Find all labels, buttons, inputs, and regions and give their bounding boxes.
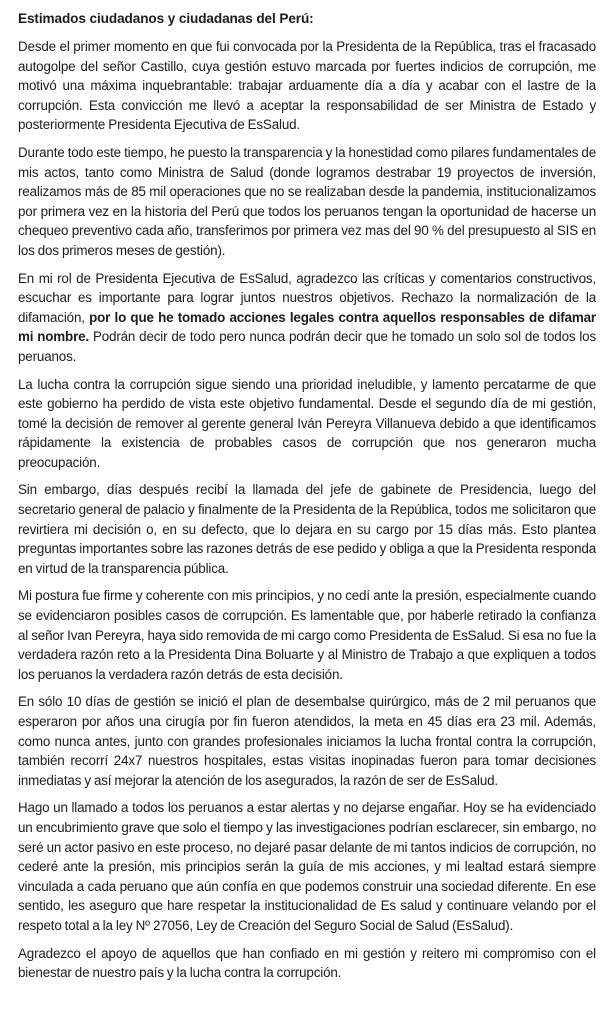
paragraph-6: Mi postura fue firme y coherente con mis principios, y no cedí ante la presión, especialmente cuando se evidenciaron posibles casos de corrupción. Es lamentable que, por haberle retirado la confianza al señor Ivan Pereyra, haya sido removida de mi cargo como Presidenta de EsSalud. Si esa no fue la verdadera razón reto a la Presidenta Dina Boluarte y al Ministro de Trabajo a que expliquen a todos los peruanos la verdadera razón detrás de esta decisión. bbox=[18, 588, 596, 682]
paragraph-9: Agradezco el apoyo de aquellos que han confiado en mi gestión y reitero mi compromiso con el bienestar de nuestro país y la lucha contra la corrupción. bbox=[18, 945, 596, 981]
paragraph-3-text-before: En mi rol de Presidenta Ejecutiva de EsSalud, agradezco las críticas y comentarios constructivos, escuchar es importante para lograr juntos nuestros objetivos. Rechazo la normalización de la difamación, bbox=[18, 270, 596, 325]
bold-statement: por lo que he tomado acciones legales contra aquellos responsables de difamar mi nombre. bbox=[18, 309, 596, 345]
paragraph-2: Durante todo este tiempo, he puesto la transparencia y la honestidad como pilares fundamentales de mis actos, tanto como Ministra de Salud (donde logramos destrabar 19 proyectos de inversión, realizamos más de 85 mil operaciones que no se realizaban desde la pandemia, institucionalizamos por primera vez en la historia del Perú que todos los peruanos tengan la oportunidad de hacerse un chequeo preventivo cada año, transferimos por primera vez mas del 90 % del presupuesto al SIS en los dos primeros meses de gestión). bbox=[18, 144, 596, 258]
paragraph-4: La lucha contra la corrupción sigue siendo una prioridad ineludible, y lamento percatarme de que este gobierno ha perdido de vista este objetivo fundamental. Desde el segundo día de mi gestión, tomé la decisión de remover al gerente general Iván Pereyra Villanueva debido a que identificamos rápidamente la existencia de probables casos de corrupción que nos generaron mucha preocupación. bbox=[18, 376, 596, 470]
paragraph-1: Desde el primer momento en que fui convocada por la Presidenta de la República, tras el fracasado autogolpe del señor Castillo, cuya gestión estuvo marcada por fuertes indicios de corrupción, me motivó una máxima inquebrantable: trabajar arduamente día a día y acabar con el lastre de la corrupción. Esta convicción me llevó a aceptar la responsabilidad de ser Ministra de Estado y posteriormente Presidenta Ejecutiva de EsSalud. bbox=[18, 39, 596, 133]
paragraph-3 bbox=[18, 269, 596, 367]
paragraph-8: Hago un llamado a todos los peruanos a estar alertas y no dejarse engañar. Hoy se ha evidenciado un encubrimiento grave que solo el tiempo y las investigaciones podrían esclarecer, sin embargo, no seré un actor pasivo en este proceso, no dejaré pasar delante de mi tantos indicios de corrupción, no cederé ante la presión, mis principios serán la guía de mis acciones, y mi lealtad estará siempre vinculada a cada peruano que aún confía en que podemos construir una sociedad diferente. En ese sentido, les aseguro que hare respetar la institucionalidad de Es salud y continuare velando por el respeto total a la ley Nº 27056, Ley de Creación del Seguro Social de Salud (EsSalud). bbox=[18, 800, 596, 933]
paragraph-5: Sin embargo, días después recibí la llamada del jefe de gabinete de Presidencia, luego del secretario general de palacio y finalmente de la Presidenta de la República, todos me solicitaron que revirtiera mi decisión o, en su defecto, que lo dejara en su cargo por 15 días más. Esto plantea preguntas importantes sobre las razones detrás de ese pedido y obliga a que la Presidenta responda en virtud de la transparencia pública. bbox=[18, 482, 596, 576]
paragraph-3-text-after: Podrán decir de todo pero nunca podrán decir que he tomado un solo sol de todos los peruanos. bbox=[18, 329, 597, 364]
letter-salutation: Estimados ciudadanos y ciudadanas del Perú: bbox=[18, 11, 314, 26]
paragraph-7: En sólo 10 días de gestión se inició el plan de desembalse quirúrgico, más de 2 mil peruanos que esperaron por años una cirugía por fin fueron atendidos, la meta en 45 días era 23 mil. Además, como nunca antes, junto con grandes profesionales iniciamos la lucha frontal contra la corrupción, también recorrí 24x7 nuestros hospitales, estas visitas inopinadas fueron para tomar decisiones inmediatas y así mejorar la atención de los asegurados, la razón de ser de EsSalud. bbox=[18, 694, 596, 788]
